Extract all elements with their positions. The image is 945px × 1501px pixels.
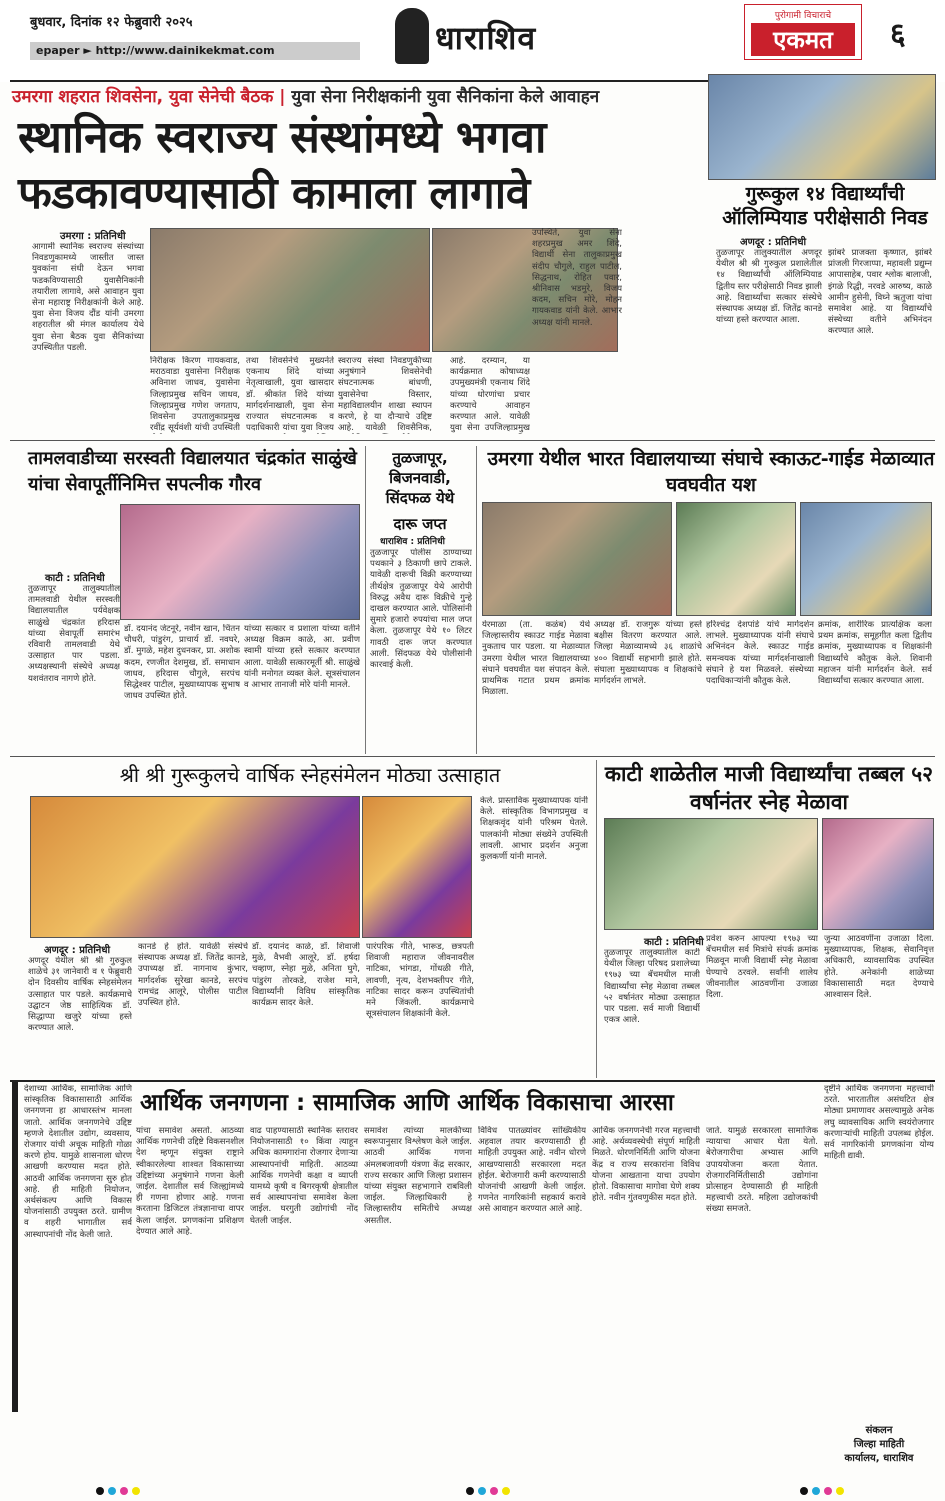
brand-logo: [744, 4, 862, 60]
census-text-col3: समावेश त्यांच्या मालकीच्या स्वरूपानुसार विश्लेषण केले जाईल. आठवी आर्थिक गणना अंमलबजावणी यंत्रणा केंद्र सरकार, राज्य सरकार आणि जिल्हा प्रशासन यांच्या संयुक्त सहभागाने राबविली जाईल. जिल्हाधिकारी हे जिल्हास्तरीय समितीचे अध्यक्ष असतील.: [364, 1126, 472, 1226]
lead-text-col5: आहे. दरम्यान, या कार्यक्रमात कोषाध्यक्ष उपमुख्यमंत्री एकनाथ शिंदे यांच्या धोरणांचा प्रचार करण्याचे आवाहन करण्यात आले. यावेळी युवा सेना उपजिल्हाप्रमुख: [450, 356, 530, 434]
kicker-red: उमरगा शहरात शिवसेना, युवा सेनेची बैठक: [12, 87, 274, 107]
kati-rule-left: [596, 760, 597, 1078]
gurukul-text-col1: तुळजापूर तालुक्यातील अणदूर येथील श्री श्री गुरुकुल प्रशालेतील १४ विद्यार्थ्यांची ऑलिम्पियाड द्वितीय स्तर परीक्षेसाठी निवड झाली आहे. विद्यार्थ्यांचा सत्कार संस्थेचे संस्थापक अध्यक्ष डॉ. जितेंद्र कानडे यांच्या हस्ते करण्यात आला.: [716, 248, 822, 326]
page-number: ६: [890, 17, 906, 52]
registration-dot: [120, 1487, 128, 1495]
section-rule-1: [10, 440, 935, 441]
section-rule-2: [10, 756, 935, 757]
lead-text-col6: उपस्थिते, युवा सेना शहरप्रमुख अमर शिंदे, विद्यार्थी सेना तालुकाप्रमुख संदीप चौगुले, राहुल पाटील, सिद्धनाथ, रोहित पवार, श्रीनिवास भडमुरे, विजय कदम, सचिन मोरे, मोहन गायकवाड यांनी केले. आभार अध्यक्ष यांनी मानले.: [532, 228, 622, 328]
tamalwadi-photo: [120, 504, 360, 620]
brand-name: एकमत: [751, 23, 855, 56]
registration-dot: [96, 1487, 104, 1495]
edition-date: बुधवार, दिनांक १२ फेब्रुवारी २०२५: [30, 15, 193, 30]
print-registration-marks: [0, 1487, 945, 1497]
kati-text-col2: प्रवेश करुन आपल्या १९७३ च्या बॅचमधील सर्व मित्रांचे संपर्क क्रमांक मिळवून माजी विद्यार्थी स्नेह मेळावा घेण्याचे ठरवले. सर्वांनी शालेय जीवनातील आठवणींना उजाळा दिला.: [706, 934, 818, 1001]
logo-emblem-icon: [395, 8, 429, 64]
tamalwadi-byline: काटी : प्रतिनिधी: [45, 573, 105, 584]
registration-dot: [824, 1487, 832, 1495]
census-headline: आर्थिक जनगणना : सामाजिक आणि आर्थिक विकासाचा आरसा: [140, 1090, 674, 1116]
shri-gurukul-text-col2: कानडे हे होते. यावेळी संस्थेचे संस्थापक अध्यक्ष डॉ. जितेंद्र कानडे, उपाध्यक्ष डॉ. नागनाथ कुंभार, मार्गदर्शक सुरेखा कानडे, सरपंच रामचंद्र आलूरे, पोलीस पाटील उपस्थित होते.: [138, 942, 248, 1009]
tuljapur-text: तुळजापूर पोलीस ठाण्याच्या पथकाने ३ ठिकाणी छापे टाकले. यावेळी दारूची विक्री करण्याच्या तीर्थक्षेत्र तुळजापूर येथे आरोपी विरुद्ध अवैध दारू विक्रीचे गुन्हे दाखल करण्यात आले. पोलिसांनी सुमारे हजारो रुपयांचा माल जप्त केला. तुळजापूर येथे १० लिटर गावठी दारू जप्त करण्यात आली. सिंदफळ येथे पोलीसांनी कारवाई केली.: [370, 548, 472, 671]
tuljapur-byline: धाराशिव : प्रतिनिधी: [380, 537, 445, 547]
kati-photo-1: [604, 818, 818, 930]
census-text-col0: देशाच्या आर्थिक, सामाजिक आणि सांस्कृतिक विकासासाठी आर्थिक जनगणना हा आधारस्तंभ मानला जातो. आर्थिक जनगणनेचे उद्दिष्ट म्हणजे देशातील उद्योग, व्यवसाय, रोजगार यांची अचूक माहिती गोळा करणे होय. यामुळे शासनाला धोरण आखणी करण्यास मदत होते. आठवी आर्थिक जनगणना सुरु होत आहे. ही माहिती नियोजन, अर्थसंकल्प आणि विकास योजनांसाठी उपयुक्त ठरते. ग्रामीण व शहरी भागातील सर्व आस्थापनांची नोंद केली जाते.: [24, 1084, 132, 1240]
edition-logo: [395, 8, 555, 66]
census-text-col1: यांचा समावेश असतो. आठव्या आर्थिक गणनेची उद्दिष्टे विकसनशील देश म्हणून संयुक्त राष्ट्राने स्वीकारलेल्या शाश्वत विकासाच्या उद्दिष्टांच्या अनुषंगाने गणना केली जाईल. देशातील सर्व जिल्ह्यांमध्ये ही गणना होणार आहे. गणना करताना डिजिटल तंत्रज्ञानाचा वापर केला जाईल. प्रगणकांना प्रशिक्षण देण्यात आले आहे.: [136, 1126, 244, 1237]
census-text-col6: जाते. यामुळे सरकारला सामाजिक न्यायाचा आधार घेता येतो. बेरोजगारीचा अभ्यास आणि उपाययोजना करता येतात. रोजगारनिर्मितीसाठी उद्योगांना प्रोत्साहन देण्यासाठी ही माहिती महत्त्वाची ठरते. महिला उद्योजकांची संख्या समजते.: [706, 1126, 818, 1215]
registration-dot: [478, 1487, 486, 1495]
shri-gurukul-text-col4: पारंपरिक गीते, भारूड, छत्रपती शिवाजी महाराज जीवनावरील नाटिका, भांगडा, गोंधळी गीते, लावणी, नृत्य, देशभक्तीपर गीते, नाटिका सादर करून उपस्थितांची मने जिंकली. कार्यक्रमाचे सूत्रसंचालन शिक्षकांनी केले.: [366, 942, 474, 1020]
kicker-separator: |: [279, 87, 292, 107]
lead-text-col2: निरीक्षक किरण गायकवाड, मराठवाडा युवासेना निरीक्षक अविनाश जाधव, युवासेना जिल्हाप्रमुख सचिन जाधव, जिल्हाप्रमुख गणेश जगताप, शिवसेना उपतालुकाप्रमुख रवींद्र सूर्यवंशी यांची उपस्थिती: [150, 356, 240, 434]
census-text-col2: वाढ पाहण्यासाठी स्थानिक स्तरावर नियोजनासाठी १० किंवा त्याहून अधिक कामगारांना रोजगार देणाऱ्या आस्थापनांची माहिती. आठव्या आर्थिक गणनेची कक्षा व व्याप्ती यामध्ये कृषी व बिगरकृषी क्षेत्रातील सर्व आस्थापनांचा समावेश केला जाईल. घरगुती उद्योगांची नोंद घेतली जाईल.: [250, 1126, 358, 1226]
signoff-line3: कार्यालय, धाराशिव: [844, 1453, 914, 1464]
shri-gurukul-byline: अणदूर : प्रतिनिधी: [44, 945, 111, 956]
kati-text-col3: जुन्या आठवणींना उजाळा दिला. मुख्याध्यापक, शिक्षक, सेवानिवृत्त अधिकारी, व्यावसायिक उपस्थित होते. अनेकांनी शाळेच्या विकासासाठी मदत देण्याचे आश्वासन दिले.: [824, 934, 934, 1001]
lead-byline: उमरगा : प्रतिनिधी: [60, 231, 126, 242]
lead-photo-1: [150, 228, 430, 352]
registration-dot: [812, 1487, 820, 1495]
lead-kicker: [12, 84, 702, 108]
section-rule-3: [10, 1080, 935, 1082]
lead-headline: स्थानिक स्वराज्य संस्थांमध्ये भगवा फडकावण्यासाठी कामाला लागावे: [18, 112, 546, 219]
scout-text-col3: हरिश्चंद्र देशपांडे यांचे मार्गदर्शन लाभले. मुख्याध्यापक यांनी संघाचे अभिनंदन केले. स्काउट गाईड समन्वयक यांच्या मार्गदर्शनाखाली संघाने हे यश मिळवले. संस्थेच्या पदाधिकाऱ्यांनी कौतुक केले.: [706, 620, 814, 687]
registration-dot: [502, 1487, 510, 1495]
masthead: [0, 0, 945, 82]
scout-photo-2: [676, 502, 796, 616]
registration-dot: [490, 1487, 498, 1495]
registration-dot: [108, 1487, 116, 1495]
gurukul-headline: गुरूकुल १४ विद्यार्थ्यांची ऑलिम्पियाड परीक्षेसाठी निवड: [722, 183, 928, 229]
gurukul-photo: [708, 74, 936, 180]
shri-gurukul-headline: श्री श्री गुरूकुलचे वार्षिक स्नेहसंमेलन मोठ्या उत्साहात: [119, 763, 501, 787]
shri-gurukul-text-col1: अणदूर येथील श्री श्री गुरुकुल शाळेचे ३१ जानेवारी व १ फेब्रुवारी दोन दिवसीय वार्षिक स्नेहसंमेलन उत्साहात पार पडले. कार्यक्रमाचे उद्घाटन जेष्ठ साहित्यिक डॉ. सिद्धाप्पा खजुरे यांच्या हस्ते करण्यात आले.: [28, 956, 132, 1034]
shri-gurukul-photo-1: [30, 796, 360, 938]
tuljapur-headline: तुळजापूर, बिजनवाडी, सिंदफळ येथे: [385, 449, 455, 507]
kati-photo-2: [822, 818, 934, 930]
kati-headline: काटी शाळेतील माजी विद्यार्थ्यांचा तब्बल ५२ वर्षानंतर स्नेह मेळावा: [604, 762, 934, 814]
kati-text-col1: तुळजापूर तालुक्यातील काटी येथील जिल्हा परिषद प्रशालेच्या १९७३ च्या बॅचमधील माजी विद्यार्थ्यांचा स्नेह मेळावा तब्बल ५२ वर्षानंतर मोठ्या उत्साहात पार पडला. सर्व माजी विद्यार्थी एकत्र आले.: [604, 948, 700, 1026]
shri-gurukul-text-col5: केले. प्रास्ताविक मुख्याध्यापक यांनी केले. सांस्कृतिक विभागप्रमुख व शिक्षकवृंद यांनी परिश्रम घेतले. पालकांनी मोठ्या संख्येने उपस्थिती लावली. आभार प्रदर्शन अनुजा कुलकर्णी यांनी मानले.: [480, 796, 588, 863]
registration-dot: [800, 1487, 808, 1495]
scout-text-col4: क्रमांक, शारीरिक प्रात्यक्षिक कला प्रथम क्रमांक, समूहगीत कला द्वितीय क्रमांक, मुख्याध्यापक व शिक्षकांनी विद्यार्थ्यांचे कौतुक केले. शिवानी महाजन यांनी मार्गदर्शन केले. सर्व विद्यार्थ्यांचा सत्कार करण्यात आला.: [818, 620, 932, 687]
registration-dot: [466, 1487, 474, 1495]
scout-text-col2: अध्यक्ष डॉ. राजगुरू यांच्या हस्ते बक्षीस वितरण करण्यात आले. जिल्हा मेळाव्यामध्ये ३६ शाळांचे ४०० विद्यार्थी सहभागी झाले होते. संघाला मुख्याध्यापक व शिक्षकांचे मार्गदर्शन लाभले.: [594, 620, 702, 687]
registration-dot: [836, 1487, 844, 1495]
tuljapur-rule-right: [476, 446, 477, 754]
census-text-col7: दृष्टीने आर्थिक जनगणना महत्त्वाची ठरते. भारतातील असंघटित क्षेत्र मोठ्या प्रमाणावर असल्यामुळे अनेक लघु व्यावसायिक आणि स्वयंरोजगार करणाऱ्यांची माहिती उपलब्ध होईल. सर्व नागरिकांनी प्रगणकांना योग्य माहिती द्यावी.: [824, 1084, 934, 1162]
gurukul-byline: अणदूर : प्रतिनिधी: [740, 237, 807, 248]
registration-dot: [132, 1487, 140, 1495]
lead-text-col1: आगामी स्थानिक स्वराज्य संस्थांच्या निवडणुकामध्ये जास्तीत जास्त युवकांना संधी देऊन भगवा फडकविण्यासाठी युवासैनिकांनी तयारीला लागावे, असे आवाहन युवा सेना महाराष्ट्र निरीक्षकांनी केले आहे. युवा सेना विजय दौंड यांनी उमरगा शहरातील श्री मंगल कार्यालय येथे युवा सेना बैठक युवा सैनिकांच्या उपस्थितीत पडली.: [32, 242, 144, 353]
shri-gurukul-text-col3: डॉ. दयानंद काळे, डॉ. शिवाजी मुळे, वैभवी आलूरे, डॉ. हर्षदा चव्हाण, स्नेहा मुळे, अनिता घुगे, पांडुरंग तोरकडे, राजेश माने, विद्यार्थ्यांनी विविध सांस्कृतिक कार्यक्रम सादर केले.: [252, 942, 360, 1009]
kati-byline: काटी : प्रतिनिधी: [644, 937, 704, 948]
tuljapur-subhead: दारू जप्त: [393, 515, 447, 533]
epaper-link[interactable]: epaper ► http://www.dainikekmat.com: [30, 42, 360, 60]
tuljapur-rule-left: [365, 446, 366, 754]
tamalwadi-headline: तामलवाडीच्या सरस्वती विद्यालयात चंद्रकांत साळुंखे यांचा सेवापूर्तीनिमित्त सपत्नीक गौरव: [28, 448, 357, 495]
signoff-line2: जिल्हा माहिती: [853, 1439, 905, 1450]
edition-name: धाराशिव: [435, 19, 537, 57]
signoff-line1: संकलन: [865, 1425, 893, 1436]
scout-text-col1: येरमाळा (ता. कळंब) येथे जिल्हास्तरीय स्काउट गाईड मेळावा नुकताच पार पडला. या मेळाव्यात उमरगा येथील भारत विद्यालयाच्या संघाने घवघवीत यश संपादन केले. प्राथमिक गटात प्रथम क्रमांक मिळाला.: [482, 620, 590, 698]
scout-photo-1: [482, 502, 672, 616]
census-side-bar: [12, 1082, 18, 1412]
brand-tagline: पुरोगामी विचाराचे: [774, 11, 832, 21]
tamalwadi-text-col3: यांच्या सत्कार व प्रशाला यांच्या वतीने अध्यक्ष विक्रम काळे, आ. प्रवीण स्वामी यांच्या हस्ते सत्कार करण्यात आला. यावेळी सत्कारमूर्ती श्री. साळुंखे यांनी मनोगत व्यक्त केले. सूत्रसंचालन व आभार तानाजी मोरे यांनी मानले.: [244, 624, 360, 691]
scout-headline: उमरगा येथील भारत विद्यालयाच्या संघाचे स्काऊट-गाईड मेळाव्यात घवघवीत यश: [487, 448, 935, 496]
lead-text-col3: तथा शिवसेनेचे मुख्यनेते एकनाथ शिंदे यांच्या नेतृत्वाखाली, युवा खासदार डॉ. श्रीकांत शिंदे यांच्या मार्गदर्शनाखाली, युवा सेना राज्यात संघटनात्मक व पदाधिकारी यांचा युवा विजय: [246, 356, 334, 434]
kicker-black: युवा सेना निरीक्षकांनी युवा सैनिकांना केले आवाहन: [291, 87, 600, 107]
tamalwadi-text-col1: तुळजापूर तालुक्यातील तामलवाडी येथील सरस्वती विद्यालयातील पर्यवेक्षक साळुंखे चंद्रकांत हरिदास यांच्या सेवापूर्ती समारंभ रविवारी तामलवाडी येथे उत्साहात पार पडला. अध्यक्षस्थानी संस्थेचे अध्यक्ष यशवंतराव नागणे होते.: [28, 584, 120, 684]
census-signoff: [824, 1424, 934, 1466]
census-text-col5: आर्थिक जनगणनेची गरज महत्त्वाची आहे. अर्थव्यवस्थेची संपूर्ण माहिती मिळते. धोरणनिर्मिती आणि योजना केंद्र व राज्य सरकारांना विविध योजना आखताना याचा उपयोग होतो. विकासाचा मागोवा घेणे शक्य होते. नवीन गुंतवणुकीस मदत होते.: [592, 1126, 700, 1204]
lead-text-col4: स्वराज्य संस्था निवडणुकीच्या अनुषंगाने शिवसेनेची संघटनात्मक बांधणी, युवासेनेचा विस्तार, महाविद्यालयीन शाखा स्थापन करणे, हे या दौऱ्याचे उद्दिष्ट आहे. यावेळी शिवसैनिक,: [338, 356, 432, 434]
census-text-col4: विविध पातळ्यांवर सांख्यिकीय अहवाल तयार करण्यासाठी ही माहिती उपयुक्त आहे. नवीन धोरणे आखण्यासाठी सरकारला मदत होईल. बेरोजगारी कमी करण्यासाठी योजनांची आखणी केली जाईल. गणनेत नागरिकांनी सहकार्य करावे असे आवाहन करण्यात आले आहे.: [478, 1126, 586, 1215]
scout-photo-3: [800, 502, 932, 616]
gurukul-text-col2: झांबरे प्राजक्ता कृष्णात, झांबरे प्रांजली गिरजाप्पा, महावली प्रद्युम्न आपासाहेब, पवार श्लोक बालाजी, इंगळे रिद्धी, नरवडे आरुष्य, काळे आमीन हुसेनी, विघ्ने ऋतुजा यांचा समावेश आहे. या विद्यार्थ्यांचे संस्थेच्या वतीने अभिनंदन करण्यात आले.: [828, 248, 932, 337]
tamalwadi-text-col2: डॉ. दयानंद जेटनूरे, नवीन खान, चिंतन चौधरी, पांडुरंग, प्राचार्य डॉ. नवघरे, डॉ. मुगळे, महेश दुधनकर, प्रा. अशोक कदम, रणजीत देशमुख, डॉ. समाधान जाधव, हरिदास चौगुले, सरपंच सिद्धेश्वर पाटील, मुख्याध्यापक सुभाष जाधव उपस्थित होते.: [124, 624, 240, 702]
